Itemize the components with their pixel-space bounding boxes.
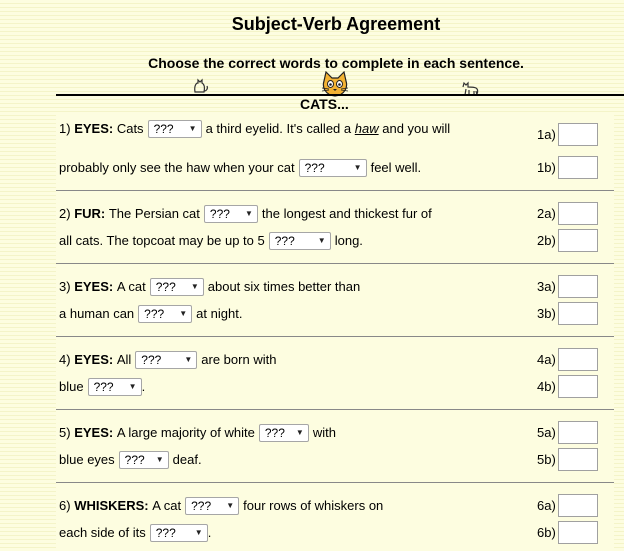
- answer-box-4b[interactable]: [558, 375, 598, 398]
- answer-2b: 2b): [537, 229, 598, 252]
- answer-box-3b[interactable]: [558, 302, 598, 325]
- dropdown-arrow-icon: ▼: [353, 163, 362, 172]
- instructions: Choose the correct words to complete in each sentence.: [148, 55, 524, 71]
- answer-select-2a[interactable]: ??? ▼: [204, 205, 258, 223]
- question-3-line-2: a human can ??? ▼ at night.: [59, 304, 242, 324]
- answer-select-1b[interactable]: ??? ▼: [299, 159, 367, 177]
- question-1-line-1: 1) EYES: Cats ??? ▼ a third eyelid. It's called a haw and you will: [59, 119, 450, 139]
- category-label: EYES:: [74, 425, 114, 440]
- answer-4b: 4b): [537, 375, 598, 398]
- question-divider: [56, 263, 614, 264]
- answer-4a: 4a): [537, 348, 598, 371]
- question-divider: [56, 409, 614, 410]
- question-divider: [56, 336, 614, 337]
- question-6-line-1: 6) WHISKERS: A cat ??? ▼ four rows of whiskers on: [59, 496, 383, 516]
- answer-3a: 3a): [537, 275, 598, 298]
- answer-select-5a[interactable]: ??? ▼: [259, 424, 309, 442]
- question-3-line-1: 3) EYES: A cat ??? ▼ about six times better than: [59, 277, 360, 297]
- dropdown-arrow-icon: ▼: [179, 309, 188, 318]
- question-divider: [56, 482, 614, 483]
- answer-select-6a[interactable]: ??? ▼: [185, 497, 239, 515]
- answer-box-1a[interactable]: [558, 123, 598, 146]
- answer-box-2a[interactable]: [558, 202, 598, 225]
- question-2-line-2: all cats. The topcoat may be up to 5 ??? ▼ long.: [59, 231, 363, 251]
- question-4-line-1: 4) EYES: All ??? ▼ are born with: [59, 350, 276, 370]
- dropdown-arrow-icon: ▼: [226, 501, 235, 510]
- answer-box-5a[interactable]: [558, 421, 598, 444]
- question-2-line-1: 2) FUR: The Persian cat ??? ▼ the longest and thickest fur of: [59, 204, 432, 224]
- dropdown-arrow-icon: ▼: [194, 528, 203, 537]
- answer-6a: 6a): [537, 494, 598, 517]
- answer-2a: 2a): [537, 202, 598, 225]
- answer-select-3a[interactable]: ??? ▼: [150, 278, 204, 296]
- page-title: Subject-Verb Agreement: [231, 14, 441, 34]
- dropdown-arrow-icon: ▼: [190, 282, 199, 291]
- answer-select-4b[interactable]: ??? ▼: [88, 378, 142, 396]
- section-heading: CATS...: [300, 96, 349, 112]
- answer-box-3a[interactable]: [558, 275, 598, 298]
- cat-sitting-icon: [190, 76, 210, 94]
- dropdown-arrow-icon: ▼: [295, 428, 304, 437]
- answer-6b: 6b): [537, 521, 598, 544]
- answer-select-4a[interactable]: ??? ▼: [135, 351, 197, 369]
- answer-box-5b[interactable]: [558, 448, 598, 471]
- answer-select-2b[interactable]: ??? ▼: [269, 232, 331, 250]
- category-label: FUR:: [74, 206, 106, 221]
- quiz-panel: [56, 115, 614, 551]
- answer-box-4a[interactable]: [558, 348, 598, 371]
- answer-box-2b[interactable]: [558, 229, 598, 252]
- question-6-line-2: each side of its ??? ▼ .: [59, 523, 211, 543]
- dropdown-arrow-icon: ▼: [184, 355, 193, 364]
- dropdown-arrow-icon: ▼: [244, 209, 253, 218]
- question-4-line-2: blue ??? ▼ .: [59, 377, 145, 397]
- answer-select-5b[interactable]: ??? ▼: [119, 451, 169, 469]
- category-label: EYES:: [74, 352, 114, 367]
- dropdown-arrow-icon: ▼: [155, 455, 164, 464]
- answer-select-3b[interactable]: ??? ▼: [138, 305, 192, 323]
- answer-box-1b[interactable]: [558, 156, 598, 179]
- dropdown-arrow-icon: ▼: [188, 124, 197, 133]
- question-5-line-1: 5) EYES: A large majority of white ??? ▼ with: [59, 423, 336, 443]
- answer-5b: 5b): [537, 448, 598, 471]
- answer-select-6b[interactable]: ??? ▼: [150, 524, 208, 542]
- answer-5a: 5a): [537, 421, 598, 444]
- dropdown-arrow-icon: ▼: [128, 382, 137, 391]
- answer-1b: 1b): [537, 156, 598, 179]
- category-label: EYES:: [74, 279, 114, 294]
- question-divider: [56, 190, 614, 191]
- answer-1a: 1a): [537, 123, 598, 146]
- answer-3b: 3b): [537, 302, 598, 325]
- category-label: WHISKERS:: [74, 498, 149, 513]
- answer-box-6a[interactable]: [558, 494, 598, 517]
- question-1-line-2: probably only see the haw when your cat ??? ▼ feel well.: [59, 158, 421, 178]
- question-5-line-2: blue eyes ??? ▼ deaf.: [59, 450, 202, 470]
- answer-box-6b[interactable]: [558, 521, 598, 544]
- dropdown-arrow-icon: ▼: [317, 236, 326, 245]
- category-label: EYES:: [74, 121, 114, 136]
- answer-select-1a[interactable]: ??? ▼: [148, 120, 202, 138]
